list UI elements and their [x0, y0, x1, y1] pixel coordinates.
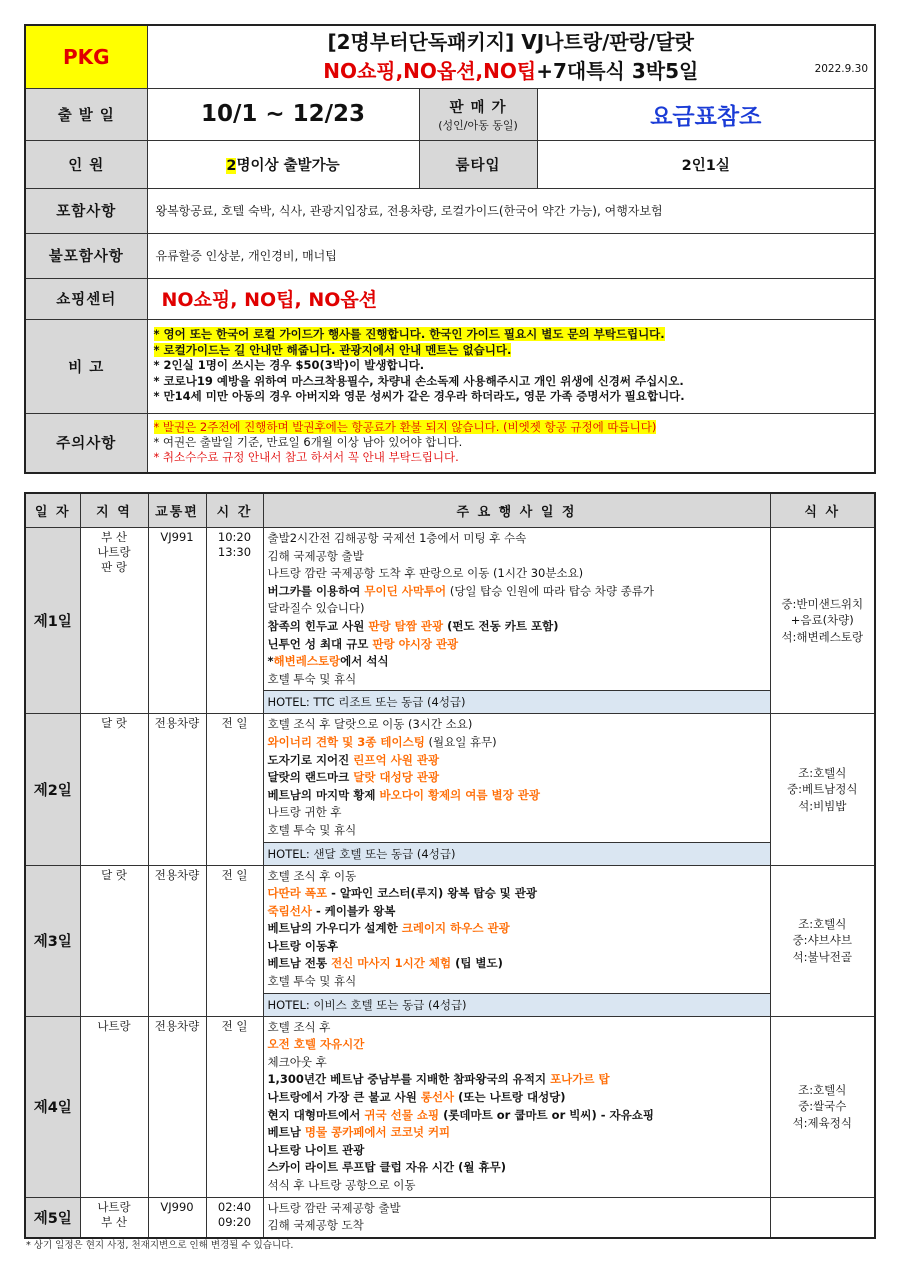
people-value [147, 140, 419, 188]
schedule-line [268, 548, 766, 566]
schedule-text: 달랏의 랜드마크 [267, 770, 354, 785]
highlight-attraction: 오전 호텔 자유시간 [267, 1037, 365, 1052]
schedule-cell [263, 865, 770, 993]
schedule-text: - 케이블카 왕복 [311, 903, 396, 918]
include-label: 포함사항 [25, 188, 147, 233]
meal-item: 중:샤브샤브 [792, 933, 852, 948]
people-label: 인 원 [25, 140, 147, 188]
day-label: 제5일 [25, 1197, 80, 1238]
schedule-text: 나트랑 귀한 후 [267, 805, 342, 820]
area-name: 나트랑 [97, 545, 131, 559]
schedule-text: 나트랑 이동후 [267, 938, 339, 953]
time-value: 10:20 [217, 530, 252, 544]
schedule-line [268, 653, 766, 671]
highlight-attraction: 크레이지 하우스 관광 [401, 921, 510, 936]
schedule-text: 스카이 라이트 루프탑 클럽 자유 시간 (월 휴무) [267, 1160, 506, 1175]
schedule-text: 현지 대형마트에서 [267, 1107, 365, 1122]
exclude-label: 불포함사항 [25, 233, 147, 278]
title-line-1: [2명부터단독패키지] VJ나트랑/판랑/달랏 [327, 29, 694, 54]
meal-item: 석:비빔밥 [798, 798, 847, 813]
remark-item: * 로컬가이드는 길 안내만 해줍니다. 관광지에서 안내 멘트는 없습니다. [153, 342, 512, 357]
time-cell [206, 528, 263, 714]
hotel-info: HOTEL: 샌달 호텔 또는 동급 (4성급) [263, 842, 770, 865]
highlight-attraction: 달랏 대성당 관광 [353, 770, 440, 785]
title-line-2 [148, 57, 875, 86]
meal-cell [770, 1016, 875, 1197]
col-header-transport: 교통편 [148, 493, 206, 528]
schedule-line [268, 804, 766, 822]
exclude-value: 유류할증 인상분, 개인경비, 매너팁 [147, 233, 875, 278]
schedule-text: 도자기로 지어진 [267, 752, 354, 767]
day-label: 제4일 [25, 1016, 80, 1197]
schedule-cell [263, 714, 770, 842]
highlight-attraction: 린프억 사원 관광 [353, 752, 440, 767]
room-label: 룸타입 [419, 140, 537, 188]
schedule-line [268, 752, 766, 770]
highlight-attraction: 다딴라 폭포 [267, 886, 328, 901]
highlight-attraction: 해변레스토랑 [273, 654, 341, 669]
schedule-text: * [267, 654, 274, 669]
depart-value: 10/1 ~ 12/23 [147, 88, 419, 140]
remark-item: * 영어 또는 한국어 로컬 가이드가 행사를 진행합니다. 한국인 가이드 필요시 별도 문의 부탁드립니다. [153, 327, 665, 342]
time-value: 전 일 [221, 716, 248, 731]
schedule-text: 참족의 힌두교 사원 [267, 618, 369, 633]
schedule-text: 호텔 투숙 및 휴식 [267, 822, 357, 837]
price-label-sub: (성인/아동 동일) [438, 118, 518, 132]
schedule-text: 김해 국제공항 출발 [267, 548, 364, 563]
schedule-line [268, 1019, 766, 1037]
remark-item: * 만14세 미만 아동의 경우 아버지와 영문 성씨가 같은 경우라 하더라도, 영문 가족 증명서가 필요합니다. [153, 389, 685, 404]
hotel-info: HOTEL: 이비스 호텔 또는 동급 (4성급) [263, 993, 770, 1016]
caution-item: * 여권은 출발일 기준, 만료일 6개월 이상 남아 있어야 합니다. [153, 435, 463, 450]
meal-item: 중:베트남정식 [786, 782, 858, 797]
schedule-text: (팁 별도) [451, 956, 503, 971]
schedule-text: - 알파인 코스터(루지) 왕복 탑승 및 관광 [327, 886, 538, 901]
caution-list [147, 413, 875, 473]
schedule-line [268, 530, 766, 548]
schedule-line [268, 938, 766, 956]
highlight-attraction: 귀국 선물 쇼핑 [364, 1107, 440, 1122]
schedule-cell [263, 1016, 770, 1197]
transport-cell: VJ990 [148, 1197, 206, 1238]
highlight-attraction: 명물 콩카페에서 코코넛 커피 [304, 1125, 451, 1140]
meal-item: 조:호텔식 [798, 1082, 847, 1097]
day-label: 제1일 [25, 528, 80, 714]
time-cell [206, 714, 263, 865]
room-value: 2인1실 [537, 140, 875, 188]
col-header-area: 지 역 [80, 493, 148, 528]
schedule-text: 버그카를 이용하여 [267, 583, 365, 598]
meal-item: 석:불낙전골 [792, 949, 852, 964]
meal-cell [770, 1197, 875, 1238]
schedule-text: 나트랑에서 가장 큰 불교 사원 [267, 1090, 421, 1105]
schedule-line [268, 565, 766, 583]
meal-cell [770, 714, 875, 865]
schedule-text: (월요일 휴무) [424, 734, 497, 749]
itinerary-day-row [25, 714, 875, 842]
meal-cell [770, 865, 875, 1016]
highlight-attraction: 무이딘 사막투어 [364, 583, 447, 598]
caution-item: * 취소수수료 규정 안내서 참고 하셔서 꼭 안내 부탁드립니다. [153, 450, 459, 465]
remarks-label: 비 고 [25, 319, 147, 413]
schedule-line [268, 1142, 766, 1160]
schedule-text: 호텔 투숙 및 휴식 [267, 671, 357, 686]
caution-item: * 발권은 2주전에 진행하며 발권후에는 항공료가 환불 되지 않습니다. (비엣젯 항공 규정에 따릅니다) [153, 419, 657, 434]
hotel-info: HOTEL: TTC 리조트 또는 동급 (4성급) [263, 691, 770, 714]
time-cell [206, 1197, 263, 1238]
transport-cell: 전용차량 [148, 1016, 206, 1197]
meal-item: 조:호텔식 [798, 916, 847, 931]
meal-item: 중:반미샌드위치 [781, 596, 864, 611]
include-value: 왕복항공료, 호텔 숙박, 식사, 관광지입장료, 전용차량, 로컬가이드(한국어 약간 가능), 여행자보험 [147, 188, 875, 233]
schedule-text: (또는 나트랑 대성당) [454, 1090, 566, 1105]
schedule-text: 석식 후 나트랑 공항으로 이동 [267, 1178, 416, 1192]
schedule-text: 나트랑 깜란 국제공항 출발 [267, 1200, 401, 1215]
transport-cell: 전용차량 [148, 865, 206, 1016]
day-label: 제2일 [25, 714, 80, 865]
time-value: 02:40 [217, 1199, 252, 1214]
col-header-meal: 식 사 [770, 493, 875, 528]
area-name: 달 랏 [101, 716, 127, 731]
itinerary-day-row [25, 1016, 875, 1197]
price-label [419, 88, 537, 140]
schedule-text: 1,300년간 베트남 중남부를 지배한 참파왕국의 유적지 [267, 1072, 551, 1087]
schedule-text: 출발2시간전 김해공항 국제선 1층에서 미팅 후 수속 [267, 531, 527, 545]
area-cell [80, 1197, 148, 1238]
schedule-line [268, 600, 766, 618]
schedule-text: 나트랑 깜란 국제공항 도착 후 판랑으로 이동 (1시간 30분소요) [267, 566, 584, 581]
schedule-line [268, 769, 766, 787]
schedule-line [268, 1124, 766, 1142]
time-value: 전 일 [221, 867, 248, 882]
area-cell [80, 1016, 148, 1197]
time-value: 13:30 [217, 545, 252, 559]
caution-label: 주의사항 [25, 413, 147, 473]
schedule-line [268, 1071, 766, 1089]
col-header-schedule: 주 요 행 사 일 정 [263, 493, 770, 528]
meal-cell [770, 528, 875, 714]
package-info-table [24, 24, 876, 474]
schedule-text: 호텔 조식 후 [267, 1019, 331, 1034]
area-name: 부 산 [101, 1214, 127, 1229]
schedule-text: 호텔 조식 후 달랏으로 이동 (3시간 소요) [267, 717, 473, 732]
schedule-line [268, 973, 766, 991]
schedule-text: 에서 석식 [340, 654, 389, 669]
time-value: 09:20 [217, 1214, 252, 1229]
remark-item: * 코로나19 예방을 위하여 마스크착용필수, 차량내 손소독제 사용해주시고 개인 위생에 신경써 주십시오. [153, 373, 684, 388]
shopping-value: NO쇼핑, NO팁, NO옵션 [147, 278, 875, 319]
title-special: +7대특식 3박5일 [536, 58, 699, 83]
schedule-text: 김해 국제공항 도착 [267, 1218, 364, 1233]
area-name: 달 랏 [101, 867, 127, 882]
schedule-line [268, 1107, 766, 1125]
highlight-attraction: 롱선사 [420, 1090, 455, 1105]
itinerary-table [24, 492, 876, 1239]
schedule-line [268, 868, 766, 886]
schedule-line [268, 920, 766, 938]
footnote: * 상기 일정은 현지 사정, 천재지변으로 인해 변경될 수 있습니다. [26, 1240, 294, 1251]
itinerary-day-row [25, 865, 875, 993]
schedule-line [268, 1217, 766, 1235]
people-min-count: 2 [226, 157, 237, 174]
schedule-cell [263, 1197, 770, 1238]
highlight-attraction: 포나가르 탑 [550, 1072, 610, 1087]
transport-cell: VJ991 [148, 528, 206, 714]
area-name: 판 랑 [101, 560, 127, 574]
schedule-line [268, 671, 766, 689]
col-header-time: 시 간 [206, 493, 263, 528]
schedule-line [268, 787, 766, 805]
meal-item: 석:제육정식 [792, 1115, 852, 1130]
schedule-text: 베트남 전통 [267, 956, 332, 971]
price-label-main: 판 매 가 [449, 99, 507, 116]
area-name: 부 산 [101, 530, 127, 544]
remarks-list [147, 319, 875, 413]
time-cell [206, 1016, 263, 1197]
transport-cell: 전용차량 [148, 714, 206, 865]
schedule-text: (펀도 전동 카트 포함) [443, 618, 559, 633]
area-name: 나트랑 [97, 1018, 131, 1033]
schedule-text: 나트랑 나이트 관광 [267, 1142, 365, 1157]
schedule-text: 베트남 [267, 1125, 305, 1140]
schedule-line [268, 1200, 766, 1218]
highlight-attraction: 전신 마사지 1시간 체험 [331, 956, 452, 971]
schedule-cell [263, 528, 770, 691]
schedule-text: 호텔 투숙 및 휴식 [267, 974, 357, 989]
schedule-line [268, 1036, 766, 1054]
package-title [147, 25, 875, 88]
meal-item: 조:호텔식 [798, 765, 847, 780]
schedule-text: 베트남의 마지막 황제 [267, 787, 380, 802]
area-name: 나트랑 [97, 1199, 131, 1214]
schedule-line [268, 636, 766, 654]
schedule-text: 베트남의 가우디가 설계한 [267, 921, 402, 936]
itinerary-day-row [25, 528, 875, 691]
time-cell [206, 865, 263, 1016]
schedule-line [268, 885, 766, 903]
schedule-line [268, 1177, 766, 1195]
schedule-text: (롯데마트 or 쿱마트 or 빅씨) - 자유쇼핑 [439, 1107, 654, 1122]
schedule-text: 체크아웃 후 [267, 1054, 327, 1069]
area-cell [80, 865, 148, 1016]
schedule-line [268, 716, 766, 734]
schedule-line [268, 822, 766, 840]
schedule-line [268, 1159, 766, 1177]
shopping-label: 쇼핑센터 [25, 278, 147, 319]
time-value: 전 일 [221, 1018, 248, 1033]
price-value: 요금표참조 [537, 88, 875, 140]
highlight-attraction: 바오다이 황제의 여름 별장 관광 [379, 787, 540, 802]
title-no-shopping: NO쇼핑,NO옵션,NO팁 [323, 58, 537, 83]
schedule-line [268, 583, 766, 601]
meal-item: 중:쌀국수 [798, 1099, 847, 1114]
schedule-text: (당일 탑승 인원에 따라 탑승 차량 종류가 [446, 583, 654, 598]
depart-label: 출 발 일 [25, 88, 147, 140]
people-value-text: 명이상 출발가능 [236, 157, 340, 174]
meal-item: +음료(차량) [790, 613, 854, 628]
document-date: 2022.9.30 [814, 62, 869, 75]
highlight-attraction: 와이너리 견학 및 3종 테이스팅 [267, 734, 425, 749]
day-label: 제3일 [25, 865, 80, 1016]
schedule-line [268, 734, 766, 752]
schedule-text: 닌투언 성 최대 규모 [267, 636, 373, 651]
area-cell [80, 714, 148, 865]
highlight-attraction: 판랑 야시장 관광 [372, 636, 459, 651]
schedule-text: 호텔 조식 후 이동 [267, 868, 357, 883]
area-cell [80, 528, 148, 714]
schedule-line [268, 955, 766, 973]
highlight-attraction: 죽림선사 [267, 903, 312, 918]
col-header-day: 일 자 [25, 493, 80, 528]
schedule-text: 달라질수 있습니다) [267, 601, 365, 616]
schedule-line [268, 618, 766, 636]
meal-item: 석:해변레스토랑 [781, 629, 864, 644]
highlight-attraction: 판랑 탐짬 관광 [368, 618, 444, 633]
remark-item: * 2인실 1명이 쓰시는 경우 $50(3박)이 발생합니다. [153, 358, 425, 373]
schedule-line [268, 1054, 766, 1072]
itinerary-day-row [25, 1197, 875, 1238]
pkg-badge: PKG [25, 25, 147, 88]
schedule-line [268, 1089, 766, 1107]
schedule-line [268, 903, 766, 921]
